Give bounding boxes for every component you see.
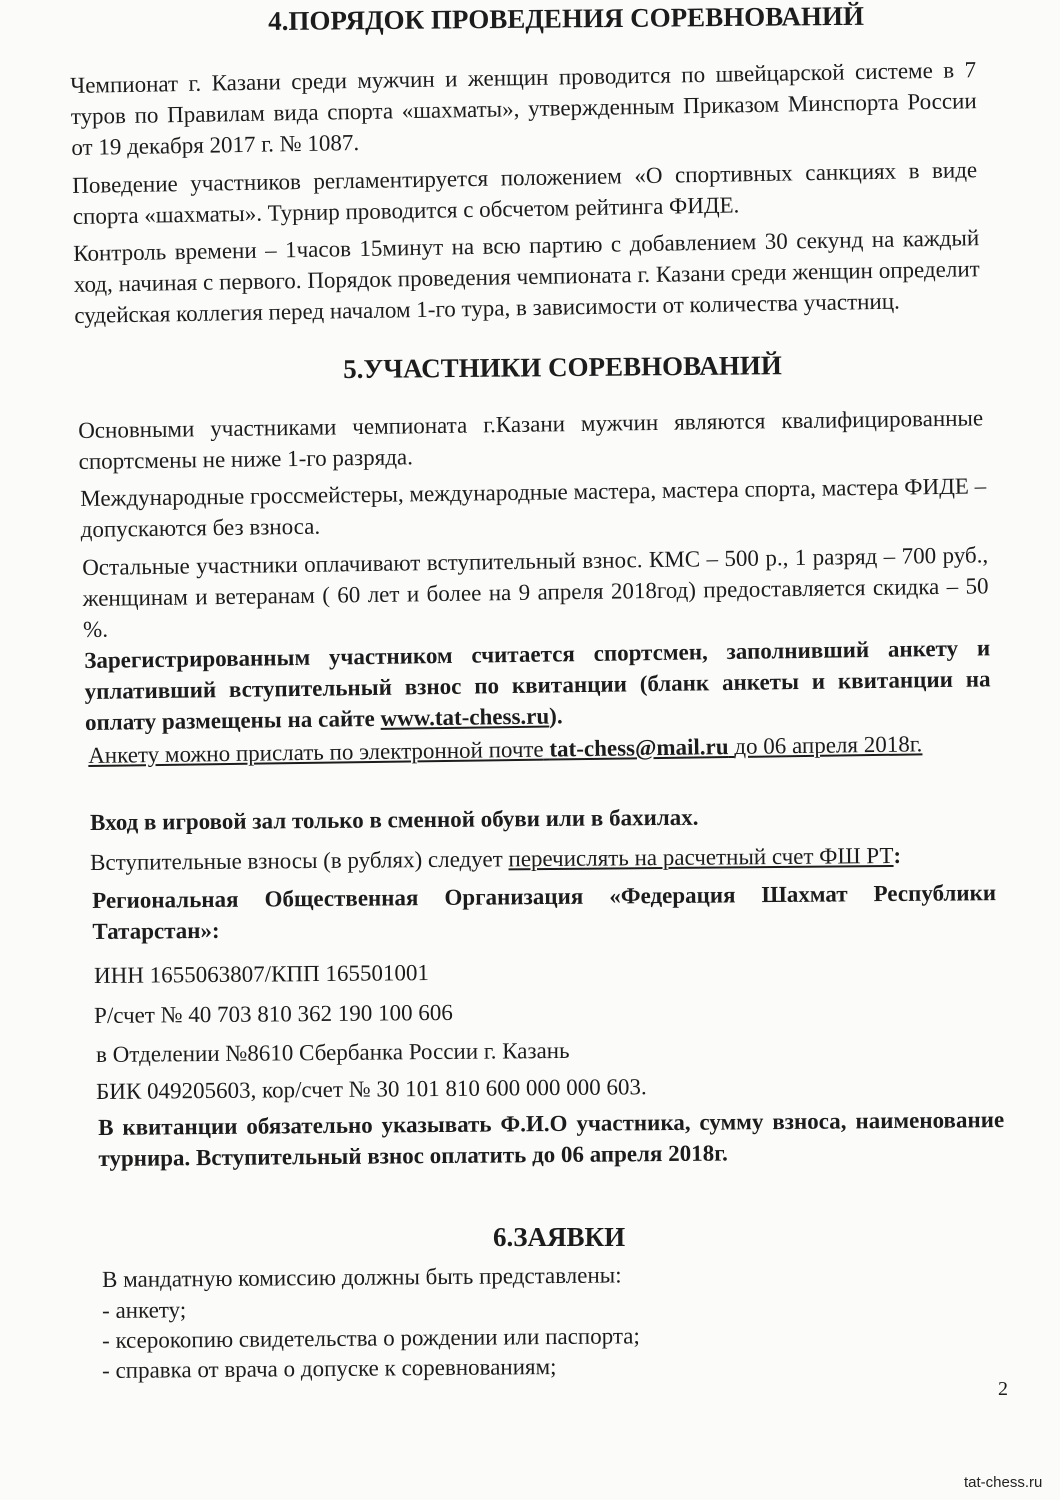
fees-colon: : [893, 842, 902, 868]
section-4-paragraph-2: Поведение участников регламентируется положением «О спортивных санкциях в виде спорта «шахматы». Турнир проводится с обсчетом рейтинга ФИДЕ. [72, 157, 978, 229]
inn-line: ИНН 1655063807/КПП 165501001 [94, 960, 429, 988]
fees-paragraph [90, 843, 901, 876]
email-link[interactable]: tat-chess@mail.ru [549, 734, 729, 762]
account-line: Р/счет № 40 703 810 362 190 100 606 [94, 999, 453, 1028]
section-4-paragraph-3: Контроль времени – 1часов 15минут на всю партию с добавлением 30 секунд на каждый ход, начиная с первого. Порядок проведения чемпионата г. Казани среди женщин определит судейская коллегия перед началом 1-го тура, в зависимости от количества участниц. [73, 225, 980, 328]
registration-end: ). [549, 703, 563, 729]
list-item: - справка от врача о допуске к соревнованиям; [102, 1354, 557, 1383]
section-6-title: 6.ЗАЯВКИ [493, 1222, 626, 1252]
bank-line: в Отделении №8610 Сбербанка России г. Казань [96, 1037, 570, 1067]
section-5-paragraph-3: Остальные участники оплачивают вступительный взнос. КМС – 500 р., 1 разряд – 700 руб., женщинам и ветеранам ( 60 лет и более на 9 апреля 2018год) предоставляется скидка – 50 %. [82, 542, 989, 642]
site-link[interactable]: www.tat-chess.ru [380, 703, 550, 731]
section-4-paragraph-1: Чемпионат г. Казани среди мужчин и женщин проводится по швейцарской системе в 7 туров по Правилам вида спорта «шахматы», утвержденным Приказом Минспорта России от 19 декабря 2017 г. № 1087. [70, 57, 977, 160]
email-text-end: до 06 апреля 2018г. [734, 731, 923, 759]
receipt-notice: В квитанции обязательно указывать Ф.И.О участника, сумму взноса, наименование турнира. Вступительный взнос оплатить до 06 апреля 2018г. [98, 1107, 1005, 1171]
section-5-paragraph-2: Международные гроссмейстеры, международные мастера, мастера спорта, мастера ФИДЕ – допускаются без взноса. [80, 473, 987, 542]
section-4-title: 4.ПОРЯДОК ПРОВЕДЕНИЯ СОРЕВНОВАНИЙ [268, 0, 865, 36]
section-6-intro: В мандатную комиссию должны быть представлены: [102, 1262, 622, 1292]
email-text-start: Анкету можно прислать по электронной почте [88, 736, 544, 768]
registration-paragraph [84, 632, 991, 738]
bik-line: БИК 049205603, кор/счет № 30 101 810 600 000 000 603. [96, 1074, 647, 1104]
registration-text: Зарегистрированным участником считается спортсмен, заполнивший анкету и уплативший вступительный взнос по квитанции (бланк анкеты и квитанции на оплату размещены на сайте [84, 635, 991, 735]
fees-account-link: перечислять на расчетный счет ФШ РТ [508, 842, 894, 872]
fees-text: Вступительные взносы (в рублях) следует [90, 846, 503, 875]
organization-name: Региональная Общественная Организация «Федерация Шахмат Республики Татарстан»: [92, 880, 997, 944]
list-item: - ксерокопию свидетельства о рождении или паспорта; [102, 1323, 640, 1353]
section-5-title: 5.УЧАСТНИКИ СОРЕВНОВАНИЙ [343, 350, 782, 384]
page-number: 2 [998, 1378, 1008, 1400]
list-item: - анкету; [102, 1297, 187, 1323]
watermark: tat-chess.ru [964, 1474, 1043, 1491]
hall-notice: Вход в игровой зал только в сменной обуви или в бахилах. [90, 804, 699, 835]
section-5-paragraph-1: Основными участниками чемпионата г.Казани мужчин являются квалифицированные спортсмены не ниже 1-го разряда. [78, 405, 984, 474]
